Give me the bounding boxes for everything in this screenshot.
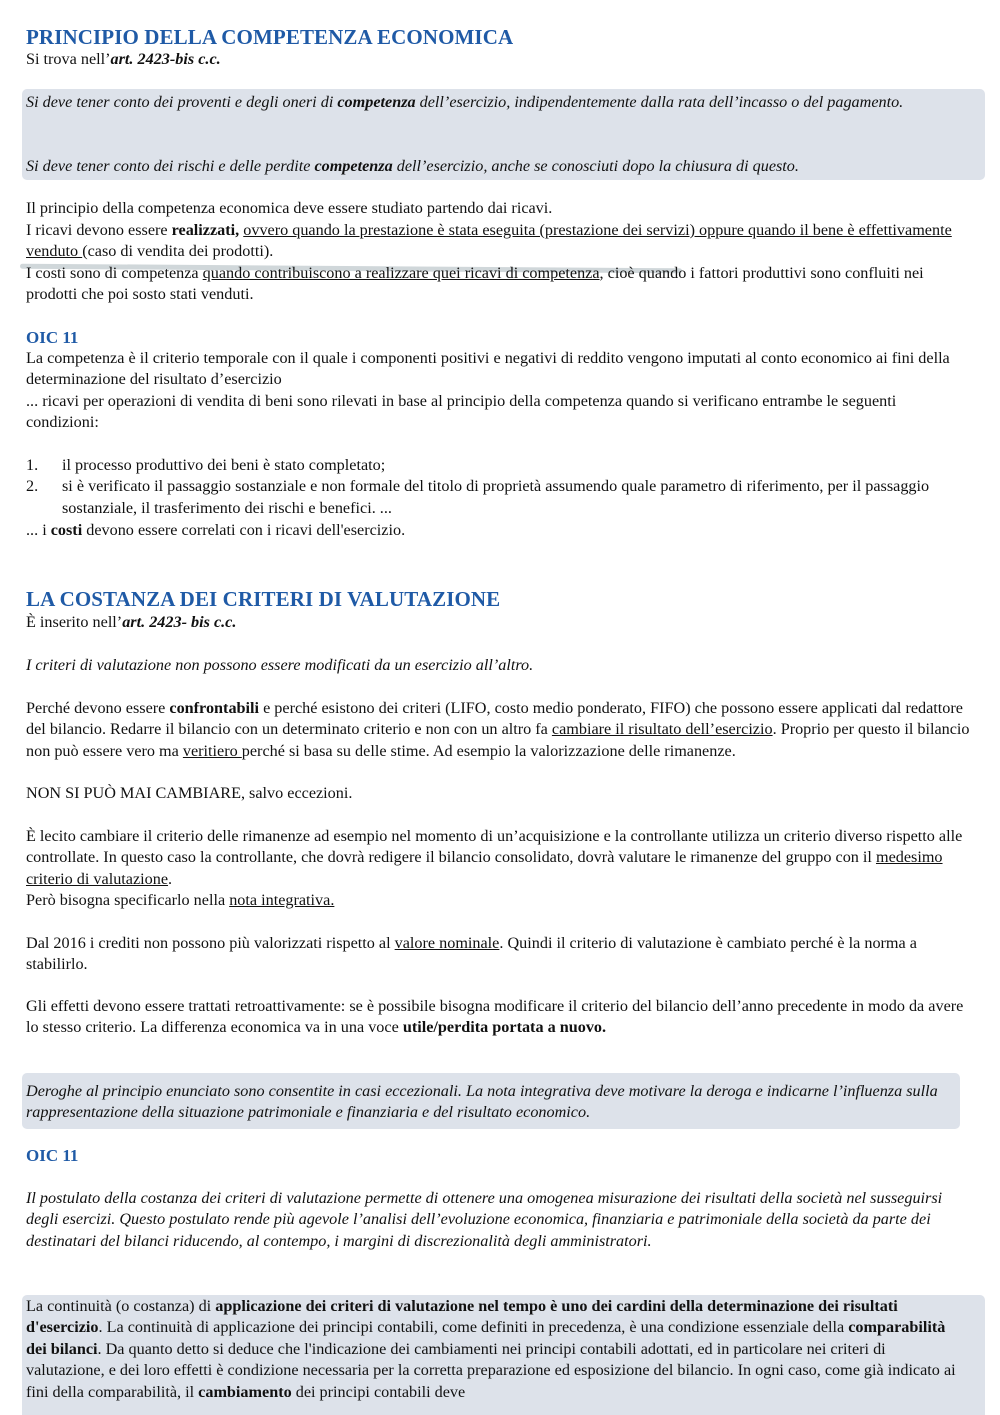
box-paragraph-proventi: Si deve tener conto dei proventi e degli oneri di competenza dell’esercizio, indipendentemente dalla rata dell’incasso o del pagamento. <box>26 93 904 111</box>
oic-heading: OIC 11 <box>26 328 79 347</box>
paragraph-acquisizione: È lecito cambiare il criterio delle rimanenze ad esempio nel momento di un’acquisizione e la controllante utilizza un criterio diverso rispetto alle controllate. In questo caso la controllante, che dovrà redigere il bilancio consolidato, dovrà valutare le rimanenze del gruppo con il medesimo criterio di valutazione. <box>26 827 963 888</box>
list-item: 1. il processo produttivo dei beni è stato completato; <box>26 456 386 474</box>
section-title-competenza: PRINCIPIO DELLA COMPETENZA ECONOMICA <box>26 25 514 49</box>
paragraph-costi: I costi sono di competenza quando contribuiscono a realizzare quei ricavi di competenza, cioè quando i fattori produttivi sono confluiti nei prodotti che poi sosto stati venduti. <box>26 264 924 304</box>
article-number: art. 2423-bis c.c. <box>110 50 221 68</box>
paragraph-ricavi-intro: Il principio della competenza economica deve essere studiato partendo dai ricavi. <box>26 199 553 217</box>
oic-paragraph-costi: ... i costi devono essere correlati con i ricavi dell'esercizio. <box>26 521 406 539</box>
oic-quote-postulato: Il postulato della costanza dei criteri di valutazione permette di ottenere una omogenea misurazione dei risultati della società nel susseguirsi degli esercizi. Questo postulato rende più agevole l’analisi dell’evoluzione economica, finanziaria e patrimoniale della società da parte dei destinatari del bilanci riducendo, al contempo, i margini di discrezionalità degli amministratori. <box>26 1189 943 1250</box>
box-paragraph-rischi: Si deve tener conto dei rischi e delle perdite competenza dell’esercizio, anche se conosciuti dopo la chiusura di questo. <box>26 157 799 175</box>
list-item: 2. si è verificato il passaggio sostanziale e non formale del titolo di proprietà assumendo quale parametro di riferimento, per il passaggio sostanziale, il trasferimento dei rischi e benefici. ... <box>26 477 930 517</box>
section-title-costanza: LA COSTANZA DEI CRITERI DI VALUTAZIONE <box>26 587 501 611</box>
quote-criteri: I criteri di valutazione non possono essere modificati da un esercizio all’altro. <box>26 656 534 674</box>
paragraph-mai-cambiare: NON SI PUÒ MAI CAMBIARE, salvo eccezioni. <box>26 784 353 802</box>
paragraph-crediti: Dal 2016 i crediti non possono più valorizzati rispetto al valore nominale. Quindi il criterio di valutazione è cambiato perché è la norma a stabilirlo. <box>26 934 917 974</box>
oic-paragraph-competenza: La competenza è il criterio temporale con il quale i componenti positivi e negativi di reddito vengono imputati al conto economico ai fini della determinazione del risultato d’esercizio <box>26 349 950 389</box>
paragraph-nota-integrativa: Però bisogna specificarlo nella nota integrativa. <box>26 891 335 909</box>
article-reference: È inserito nell’art. 2423- bis c.c. <box>26 613 237 631</box>
paragraph-ricavi-realizzati: I ricavi devono essere realizzati, ovvero quando la prestazione è stata eseguita (prestazione dei servizi) oppure quando il bene è effettivamente venduto (caso di vendita dei prodotti). <box>26 221 952 261</box>
oic-paragraph-ricavi: ... ricavi per operazioni di vendita di beni sono rilevati in base al principio della competenza quando si verificano entrambe le seguenti condizioni: <box>26 392 897 432</box>
box-paragraph-deroghe: Deroghe al principio enunciato sono consentite in casi eccezionali. La nota integrativa deve motivare la deroga e indicarne l’influenza sulla rappresentazione della situazione patrimoniale e finanziaria e del risultato economico. <box>26 1082 938 1122</box>
article-number: art. 2423- bis c.c. <box>122 613 237 631</box>
oic-heading: OIC 11 <box>26 1146 79 1165</box>
conditions-list <box>26 455 972 519</box>
article-reference: Si trova nell’art. 2423-bis c.c. <box>26 50 221 68</box>
paragraph-retroattivi: Gli effetti devono essere trattati retroattivamente: se è possibile bisogna modificare il criterio del bilancio dell’anno precedente in modo da avere lo stesso criterio. La differenza economica va in una voce utile/perdita portata a nuovo. <box>26 997 964 1037</box>
paragraph-confrontabili: Perché devono essere confrontabili e perché esistono dei criteri (LIFO, costo medio ponderato, FIFO) che possono essere applicati dal redattore del bilancio. Redarre il bilancio con un determinato criterio e non con un altro fa cambiare il risultato dell’esercizio. Proprio per questo il bilancio non può essere vero ma veritiero perché si basa su delle stime. Ad esempio la valorizzazione delle rimanenze. <box>26 699 970 760</box>
box-paragraph-continuita: La continuità (o costanza) di applicazione dei criteri di valutazione nel tempo è uno dei cardini della determinazione dei risultati d'esercizio. La continuità di applicazione dei principi contabili, come definiti in precedenza, è una condizione essenziale della comparabilità dei bilanci. Da quanto detto si deduce che l'indicazione dei cambiamenti nei principi contabili adottati, ed in particolare nei criteri di valutazione, e dei loro effetti è condizione necessaria per la corretta preparazione ed esposizione del bilancio. In ogni caso, come già indicato ai fini della comparabilità, il cambiamento dei principi contabili deve <box>26 1297 956 1401</box>
